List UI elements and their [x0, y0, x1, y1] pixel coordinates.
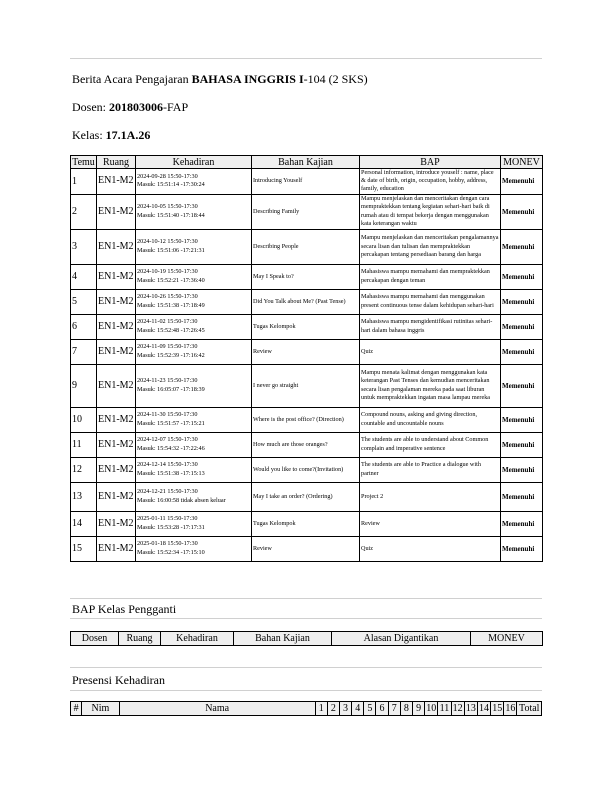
divider-presensi-bottom — [70, 690, 542, 691]
row-jadwal: 2024-11-30 15:50-17:30 — [137, 411, 198, 419]
table-row — [71, 407, 543, 432]
row-kehadiran — [136, 432, 252, 457]
row-masuk: Masuk: 15:51:14 -17:30:24 — [137, 181, 205, 189]
table-row — [71, 511, 543, 536]
divider-bap-pengganti — [70, 598, 542, 599]
row-kehadiran — [136, 407, 252, 432]
row-jadwal: 2024-10-05 15:50-17:30 — [137, 203, 198, 211]
row-bap: Quiz — [360, 339, 501, 364]
row-no: 15 — [71, 536, 97, 561]
divider-bap-pengganti-bottom — [70, 618, 542, 619]
row-masuk: Masuk: 15:51:38 -17:18:49 — [137, 301, 205, 309]
col-ruang: Ruang — [119, 632, 161, 646]
row-bap: Project 2 — [360, 482, 501, 511]
col-alasan-digantikan: Alasan Digantikan — [332, 632, 471, 646]
row-no: 7 — [71, 339, 97, 364]
kelas-line — [72, 128, 150, 143]
course-name: BAHASA INGGRIS I — [191, 72, 304, 86]
row-masuk: Masuk: 15:52:34 -17:15:10 — [137, 548, 205, 556]
row-jadwal: 2024-12-07 15:50-17:30 — [137, 436, 198, 444]
row-no: 5 — [71, 289, 97, 314]
row-bahan: Tugas Kelompok — [252, 511, 360, 536]
row-no: 12 — [71, 457, 97, 482]
row-ruang: EN1-M2 — [97, 194, 136, 229]
row-monev: Memenuhi — [501, 407, 543, 432]
row-bap: Mampu menjelaskan dan menceritakan dengan cara mempraktekkan tentang kegiatan sehari-hari baik di rumah atau di tempat bekerja dengan menggunakan kata keterangan waktu — [360, 194, 501, 229]
row-monev: Memenuhi — [501, 314, 543, 339]
table-row — [71, 339, 543, 364]
col-meeting-8: 8 — [400, 702, 412, 716]
row-ruang: EN1-M2 — [97, 482, 136, 511]
col-monev: MONEV — [471, 632, 543, 646]
col-meeting-5: 5 — [364, 702, 376, 716]
table-row — [71, 536, 543, 561]
row-bap: Mampu menata kalimat dengan menggunakan kata keterangan Past Tenses dan kemudian menceritakan secara lisan pengalaman mereka pada saat liburan untuk mempraktekkan ingatan masa lampau mereka — [360, 364, 501, 407]
row-bap: The students are able to understand about Common complain and imperative sentence — [360, 432, 501, 457]
row-bahan: How much are those oranges? — [252, 432, 360, 457]
table-row — [71, 314, 543, 339]
col-meeting-10: 10 — [426, 703, 437, 714]
col-nama: Nama — [119, 702, 315, 716]
row-bap: Quiz — [360, 536, 501, 561]
row-monev: Memenuhi — [501, 194, 543, 229]
section-title-presensi: Presensi Kehadiran — [72, 673, 165, 687]
row-bap: Mahasiswa mampu mengidentifikasi rutinitas sehari-hari dalam bahasa inggris — [360, 314, 501, 339]
col-meeting-2: 2 — [327, 702, 339, 716]
row-jadwal: 2024-11-09 15:50-17:30 — [137, 343, 198, 351]
dosen-suffix: -FAP — [163, 100, 189, 114]
row-no: 11 — [71, 432, 97, 457]
col-meeting-13: 13 — [465, 703, 476, 714]
row-masuk: Masuk: 15:51:57 -17:15:21 — [137, 419, 205, 427]
kelas-label: Kelas: — [72, 128, 106, 142]
row-monev: Memenuhi — [501, 536, 543, 561]
row-monev: Memenuhi — [501, 432, 543, 457]
dosen-line — [72, 100, 188, 115]
col-meeting-16: 16 — [505, 703, 516, 714]
section-title-bap-pengganti: BAP Kelas Pengganti — [72, 602, 177, 616]
row-jadwal: 2024-12-21 15:50-17:30 — [137, 488, 198, 496]
row-no: 6 — [71, 314, 97, 339]
row-ruang: EN1-M2 — [97, 314, 136, 339]
row-bap: Compound nouns, asking and giving direction, countable and uncountable nouns — [360, 407, 501, 432]
row-ruang: EN1-M2 — [97, 407, 136, 432]
row-jadwal: 2024-10-19 15:50-17:30 — [137, 268, 198, 276]
course-suffix: -104 (2 SKS) — [303, 72, 368, 86]
kelas-value: 17.1A.26 — [105, 128, 151, 142]
table-row — [71, 482, 543, 511]
row-masuk: Masuk: 15:52:21 -17:36:40 — [137, 276, 205, 284]
row-kehadiran — [136, 482, 252, 511]
row-bahan: Describing Family — [252, 194, 360, 229]
col-ruang: Ruang — [97, 156, 136, 169]
table-row — [71, 169, 543, 195]
col-meeting-14: 14 — [479, 703, 489, 714]
row-monev: Memenuhi — [501, 169, 543, 195]
row-bahan: Where is the post office? (Direction) — [252, 407, 360, 432]
col-meeting-3: 3 — [339, 702, 351, 716]
row-no: 10 — [71, 407, 97, 432]
row-jadwal: 2024-10-12 15:50-17:30 — [137, 238, 198, 246]
row-no: 9 — [71, 364, 97, 407]
col-meeting-15: 15 — [492, 703, 503, 714]
divider-presensi — [70, 667, 542, 668]
col-meeting-11: 11 — [439, 703, 450, 714]
row-kehadiran — [136, 457, 252, 482]
row-bahan: Would you like to come?(Invitation) — [252, 457, 360, 482]
row-ruang: EN1-M2 — [97, 536, 136, 561]
page-title — [72, 72, 368, 87]
row-masuk: Masuk: 16:00:58 tidak absen keluar — [137, 496, 226, 504]
col-meeting-9: 9 — [412, 702, 424, 716]
table-row — [71, 364, 543, 407]
bap-pengganti-header — [71, 632, 543, 646]
row-kehadiran — [136, 264, 252, 289]
row-bap: Mahasiswa mampu memahami dan menggunakan present continuous tense dalam kehidupan sehari-hari — [360, 289, 501, 314]
row-ruang: EN1-M2 — [97, 289, 136, 314]
row-bahan: Review — [252, 339, 360, 364]
row-no: 1 — [71, 169, 97, 195]
row-jadwal: 2025-01-18 15:50-17:30 — [137, 540, 198, 548]
col-kehadiran: Kehadiran — [136, 156, 252, 169]
row-masuk: Masuk: 15:52:39 -17:16:42 — [137, 351, 205, 359]
row-monev: Memenuhi — [501, 457, 543, 482]
row-masuk: Masuk: 15:52:48 -17:26:45 — [137, 326, 205, 334]
dosen-label: Dosen: — [72, 100, 109, 114]
row-ruang: EN1-M2 — [97, 432, 136, 457]
row-monev: Memenuhi — [501, 364, 543, 407]
row-bahan: May I take an order? (Ordering) — [252, 482, 360, 511]
table-row — [71, 432, 543, 457]
title-prefix: Berita Acara Pengajaran — [72, 72, 192, 86]
table-row — [71, 194, 543, 229]
row-jadwal: 2025-01-11 15:50-17:30 — [137, 515, 198, 523]
row-kehadiran — [136, 169, 252, 195]
col-meeting-7: 7 — [388, 702, 400, 716]
row-bahan: Review — [252, 536, 360, 561]
row-kehadiran — [136, 194, 252, 229]
row-ruang: EN1-M2 — [97, 264, 136, 289]
row-kehadiran — [136, 339, 252, 364]
row-bahan: Tugas Kelompok — [252, 314, 360, 339]
col-monev: MONEV — [501, 156, 543, 169]
row-kehadiran — [136, 364, 252, 407]
row-no: 4 — [71, 264, 97, 289]
row-kehadiran — [136, 289, 252, 314]
table-row — [71, 264, 543, 289]
row-kehadiran — [136, 314, 252, 339]
row-bahan: I never go straight — [252, 364, 360, 407]
presensi-table — [70, 701, 542, 716]
row-bap: Mahasiswa mampu memahami dan mempraktekkan percakapan dengan teman — [360, 264, 501, 289]
col-bap: BAP — [360, 156, 501, 169]
row-ruang: EN1-M2 — [97, 511, 136, 536]
row-no: 13 — [71, 482, 97, 511]
row-jadwal: 2024-10-26 15:50-17:30 — [137, 293, 198, 301]
col-dosen: Dosen — [71, 632, 119, 646]
row-masuk: Masuk: 16:05:07 -17:18:39 — [137, 385, 205, 393]
row-monev: Memenuhi — [501, 482, 543, 511]
col-total: Total — [517, 702, 542, 716]
row-jadwal: 2024-11-02 15:50-17:30 — [137, 318, 198, 326]
row-ruang: EN1-M2 — [97, 339, 136, 364]
row-ruang: EN1-M2 — [97, 229, 136, 264]
row-bahan: Did You Talk about Me? (Past Tense) — [252, 289, 360, 314]
row-bap: Personal information, introduce youself : name, place & date of birth, origin, occupation, hobby, address, family, education — [360, 169, 501, 195]
row-jadwal: 2024-11-23 15:50-17:30 — [137, 377, 198, 385]
row-jadwal: 2024-12-14 15:50-17:30 — [137, 461, 198, 469]
col-nim: Nim — [82, 702, 120, 716]
row-masuk: Masuk: 15:51:40 -17:18:44 — [137, 211, 205, 219]
row-bahan: Introducing Youself — [252, 169, 360, 195]
row-kehadiran — [136, 536, 252, 561]
row-masuk: Masuk: 15:51:06 -17:21:31 — [137, 246, 205, 254]
row-monev: Memenuhi — [501, 339, 543, 364]
col-meeting-4: 4 — [352, 702, 364, 716]
col-meeting-12: 12 — [452, 703, 463, 714]
bap-table — [70, 155, 543, 562]
row-no: 14 — [71, 511, 97, 536]
presensi-header — [71, 702, 542, 716]
row-bap: The students are able to Practice a dialogue with partner — [360, 457, 501, 482]
row-masuk: Masuk: 15:51:38 -17:15:13 — [137, 469, 205, 477]
row-kehadiran — [136, 229, 252, 264]
row-no: 2 — [71, 194, 97, 229]
row-monev: Memenuhi — [501, 511, 543, 536]
row-no: 3 — [71, 229, 97, 264]
row-monev: Memenuhi — [501, 229, 543, 264]
col-meeting-6: 6 — [376, 702, 388, 716]
col-kehadiran: Kehadiran — [161, 632, 234, 646]
row-bap: Mampu menjelaskan dan menceritakan pengalamannya secara lisan dan tulisan dan mempraktekkan percakapan tentang persediaan barang dan harga — [360, 229, 501, 264]
row-bahan: Describing People — [252, 229, 360, 264]
col-bahan-kajian: Bahan Kajian — [234, 632, 332, 646]
row-masuk: Masuk: 15:54:32 -17:22:46 — [137, 444, 205, 452]
col-temu: Temu — [72, 156, 95, 168]
bap-pengganti-table — [70, 631, 543, 646]
row-bahan: May I Speak to? — [252, 264, 360, 289]
row-bap: Review — [360, 511, 501, 536]
row-ruang: EN1-M2 — [97, 457, 136, 482]
row-ruang: EN1-M2 — [97, 364, 136, 407]
top-divider — [70, 58, 542, 59]
row-kehadiran — [136, 511, 252, 536]
row-monev: Memenuhi — [501, 264, 543, 289]
table-row — [71, 289, 543, 314]
col-bahan-kajian: Bahan Kajian — [252, 156, 360, 169]
table-row — [71, 457, 543, 482]
row-ruang: EN1-M2 — [97, 169, 136, 195]
row-monev: Memenuhi — [501, 289, 543, 314]
table-row — [71, 229, 543, 264]
dosen-id: 201803006 — [109, 100, 163, 114]
row-masuk: Masuk: 15:53:28 -17:17:31 — [137, 523, 205, 531]
col-meeting-1: 1 — [315, 702, 327, 716]
bap-table-header — [71, 156, 543, 169]
col-index: # — [71, 702, 82, 716]
row-jadwal: 2024-09-28 15:50-17:30 — [137, 173, 198, 181]
